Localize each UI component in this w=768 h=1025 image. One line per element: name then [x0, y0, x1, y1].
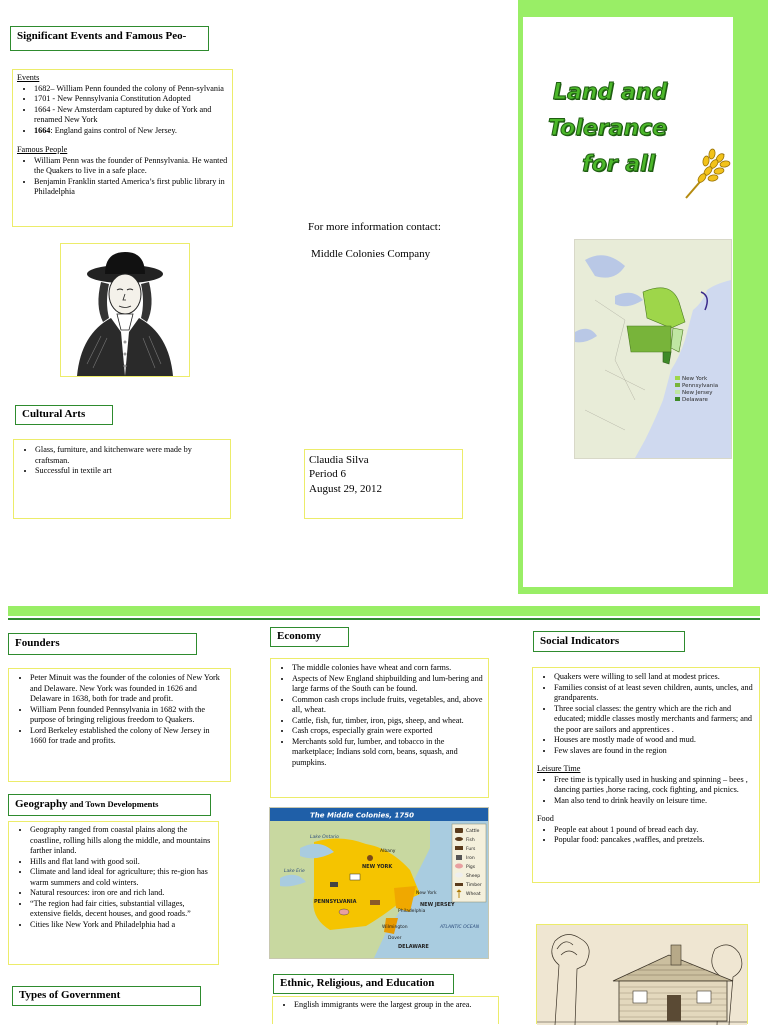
divider-line: [8, 618, 760, 620]
economy-item: • Aspects of New England shipbuilding and lum-bering and large farms of the South can be found.: [292, 674, 484, 695]
colonial-house-drawing: [537, 925, 747, 1025]
government-heading-text: Types of Government: [19, 989, 121, 1001]
famous-people-list: [17, 156, 228, 198]
map-label-atlantic: ATLANTIC OCEAN: [440, 925, 480, 930]
ethnic-list: [277, 1000, 494, 1011]
penn-portrait-engraving: [61, 244, 189, 376]
map-label-wilmington: Wilmington: [382, 925, 408, 930]
social-item: • Few slaves are found in the region: [554, 746, 755, 757]
geography-heading-small: and Town Developments: [67, 799, 159, 809]
cultural-arts-heading: [15, 405, 113, 425]
social-item: • Houses are mostly made of wood and mud.: [554, 735, 755, 746]
event-item: • 1664 - New Amsterdam captured by duke of York and renamed New York: [34, 105, 228, 126]
ethnic-heading-text: Ethnic, Religious, and Education: [280, 977, 435, 989]
map-title: The Middle Colonies, 1750: [310, 811, 414, 820]
leisure-item: • Free time is typically used in husking and spinning – bees , dancing parties ,horse racing, cock fighting, and picnics.: [554, 775, 755, 796]
map-label-new-jersey: NEW JERSEY: [420, 902, 455, 908]
event-item: [34, 126, 228, 137]
map-label-pennsylvania: PENNSYLVANIA: [314, 899, 357, 905]
leisure-item: • Man also tend to drink heavily on leisure time.: [554, 796, 755, 807]
cover-title-line-3: for all: [582, 152, 656, 177]
founders-box: [8, 668, 231, 782]
geography-list: [13, 825, 214, 930]
william-penn-portrait: [60, 243, 190, 377]
economy-list: [275, 663, 484, 768]
map-label-delaware: DELAWARE: [398, 944, 429, 950]
author-date: August 29, 2012: [309, 482, 383, 495]
significant-events-box: [12, 69, 233, 227]
event-year-bold: 1664: [34, 125, 51, 135]
economy-item: • Cattle, fish, fur, timber, iron, pigs, sheep, and wheat.: [292, 716, 484, 727]
social-item: • Three social classes: the gentry which are the rich and educated; middle classes mostly merchants and farmers; and the poor are sailors and apprentices .: [554, 704, 755, 736]
leisure-list: [537, 775, 755, 807]
economy-heading: [270, 627, 349, 647]
geography-item: • Climate and land ideal for agriculture; this re-gion has warm summers and cold winters.: [30, 867, 214, 888]
map-legend-sheep: Sheep: [466, 874, 481, 879]
map-label-lake-erie: Lake Erie: [284, 869, 305, 874]
map-legend-new-jersey: New Jersey: [682, 390, 713, 396]
geography-heading: [8, 794, 211, 816]
social-item: • Quakers were willing to sell land at modest prices.: [554, 672, 755, 683]
geography-item: • Hills and flat land with good soil.: [30, 857, 214, 868]
map-legend-fish: Fish: [466, 838, 475, 843]
events-list: [17, 84, 228, 137]
event-item: • 1701 - New Pennsylvania Constitution Adopted: [34, 94, 228, 105]
famous-person-item: • William Penn was the founder of Pennsylvania. He wanted the Quakers to live in a safe place.: [34, 156, 228, 177]
map-label-albany: Albany: [380, 849, 396, 854]
famous-people-label: Famous People: [17, 145, 68, 154]
founders-item: • William Penn founded Pennsylvania in 1682 with the purpose of bringing religious freedom to Quakers.: [30, 705, 226, 726]
social-indicators-box: [532, 667, 760, 883]
map-label-philadelphia: Philadelphia: [398, 909, 426, 914]
social-indicators-heading-text: Social Indicators: [540, 635, 620, 647]
economy-item: • Common cash crops include fruits, vegetables, and, above all, wheat.: [292, 695, 484, 716]
government-heading: [12, 986, 201, 1006]
cultural-arts-item: • Glass, furniture, and kitchenware were made by craftsman.: [35, 445, 226, 466]
geography-item: • Natural resources: iron ore and rich land.: [30, 888, 214, 899]
event-item: • 1682– William Penn founded the colony of Penn-sylvania: [34, 84, 228, 95]
author-box: [304, 449, 463, 519]
cultural-arts-list: [18, 445, 226, 477]
food-item: • People eat about 1 pound of bread each day.: [554, 825, 755, 836]
map-label-new-york: NEW YORK: [362, 864, 393, 870]
event-text: : England gains control of New Jersey.: [50, 125, 177, 135]
map-label-lake-ontario: Lake Ontario: [310, 835, 339, 840]
famous-person-item: • Benjamin Franklin started America’s first public library in Philadelphia: [34, 177, 228, 198]
significant-events-heading-text: Significant Events and Famous Peo-: [17, 30, 187, 42]
geography-box: [8, 821, 219, 965]
middle-colonies-map-svg: [270, 808, 488, 958]
map-label-dover: Dover: [388, 936, 402, 941]
map-legend-timber: Timber: [466, 883, 482, 888]
cultural-arts-heading-text: Cultural Arts: [22, 408, 86, 420]
author-name: Claudia Silva: [309, 454, 369, 466]
geography-item: • Cities like New York and Philadelphia had a: [30, 920, 214, 931]
social-item: • Families consist of at least seven children, aunts, uncles, and grandparents.: [554, 683, 755, 704]
economy-item: • Merchants sold fur, lumber, and tobacco in the marketplace; Indians sold corn, beans, squash, and pumpkins.: [292, 737, 484, 769]
ethnic-item: • English immigrants were the largest group in the area.: [294, 1000, 494, 1011]
founders-heading: [8, 633, 197, 655]
leisure-label: Leisure Time: [537, 764, 581, 773]
geography-item: • Geography ranged from coastal plains along the coastline, rolling hills along the middle, and mountains farther inland.: [30, 825, 214, 857]
founders-heading-text: Founders: [15, 637, 60, 649]
founders-list: [13, 673, 226, 747]
cultural-arts-box: [13, 439, 231, 519]
map-legend-wheat: Wheat: [466, 892, 481, 897]
founders-item: • Peter Minuit was the founder of the colonies of New York and Delaware. New York was founded in 1626 and Delaware in 1638, both for trade and profit.: [30, 673, 226, 705]
map-legend-cattle: Cattle: [466, 829, 480, 834]
map-legend-pigs: Pigs: [466, 865, 476, 870]
social-indicators-heading: [533, 631, 685, 652]
cultural-arts-item: • Successful in textile art: [35, 466, 226, 477]
map-legend-iron: Iron: [466, 856, 475, 861]
wheat-icon: [680, 144, 738, 202]
economy-box: [270, 658, 489, 798]
economy-item: • The middle colonies have wheat and corn farms.: [292, 663, 484, 674]
author-period: Period 6: [309, 468, 346, 481]
ethnic-heading: [273, 974, 454, 994]
economy-item: • Cash crops, especially grain were exported: [292, 726, 484, 737]
founders-item: • Lord Berkeley established the colony of New Jersey in 1660 for trade and profits.: [30, 726, 226, 747]
cover-title-line-2: Tolerance: [548, 116, 668, 141]
map-label-new-york-city: New York: [416, 891, 437, 896]
company-name: Middle Colonies Company: [311, 248, 431, 260]
colonies-region-map-svg: [575, 240, 731, 458]
food-list: [537, 825, 755, 846]
map-legend-pennsylvania: Pennsylvania: [682, 383, 719, 389]
events-label: Events: [17, 73, 40, 82]
contact-line: For more information contact:: [308, 221, 441, 233]
cover-title-line-1: Land and: [553, 80, 668, 105]
map-legend-delaware: Delaware: [682, 397, 708, 403]
significant-events-heading: [10, 26, 209, 51]
ethnic-box: [272, 996, 499, 1024]
food-item: • Popular food: pancakes ,waffles, and pretzels.: [554, 835, 755, 846]
middle-colonies-map: [269, 807, 489, 959]
colonies-region-map: [574, 239, 732, 459]
colonial-house-image: [536, 924, 748, 1024]
geography-heading-big: Geography: [15, 798, 68, 810]
economy-heading-text: Economy: [277, 630, 321, 642]
social-list: [537, 672, 755, 756]
map-legend-new-york: New York: [682, 376, 708, 382]
geography-item: • “The region had fair cities, substantial villages, extensive fields, decent houses, and good roads.”: [30, 899, 214, 920]
food-label: Food: [537, 814, 554, 823]
cover-stripe: [733, 0, 763, 594]
map-legend-furs: Furs: [466, 847, 476, 852]
divider-rule: [8, 606, 760, 616]
